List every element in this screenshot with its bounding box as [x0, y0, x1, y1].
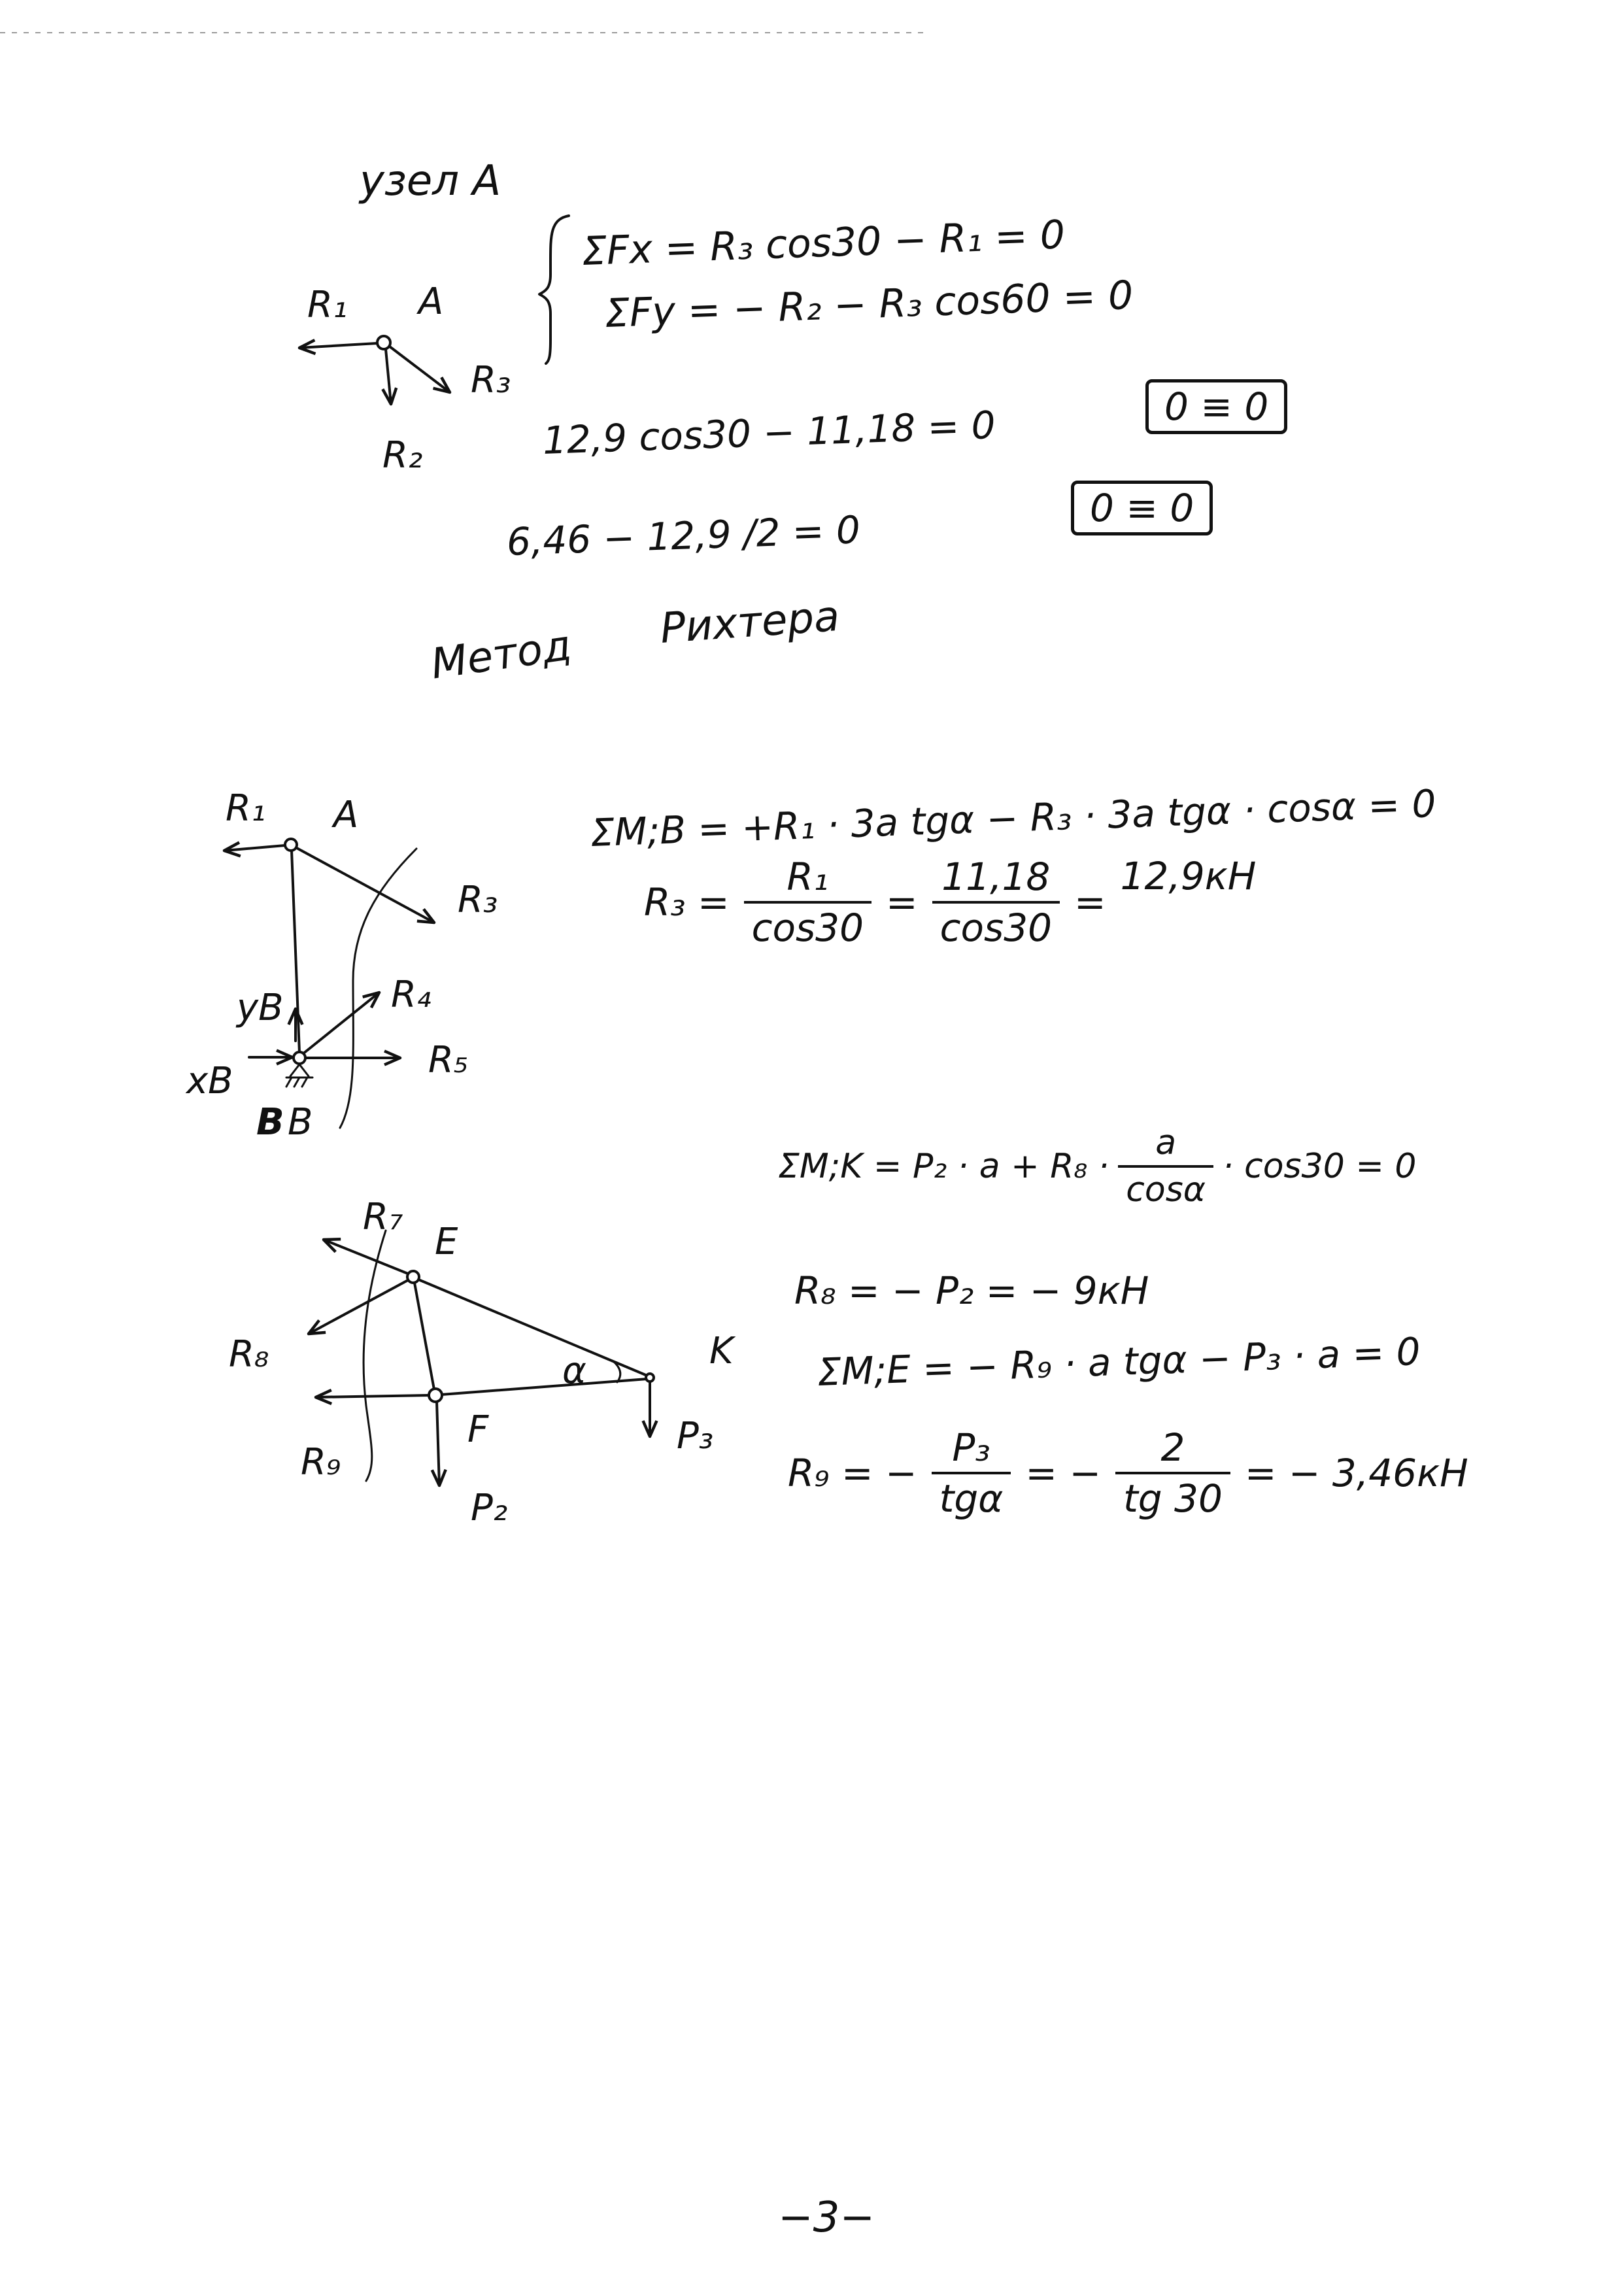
r1-force-arrow [299, 343, 377, 348]
r9-lhs: R₉ = − [788, 1451, 917, 1495]
r8-solution: R₈ = − P₂ = − 9кН [794, 1268, 1149, 1313]
r3-lhs: R₃ = [644, 880, 730, 925]
equation-sum-fy: ΣFy = − R₂ − R₃ cos60 = 0 [603, 272, 1134, 337]
fraction-2-over-tg30 [1115, 1425, 1230, 1521]
moment-equation-e: ΣM;E = − R₉ · a tgα − P₃ · a = 0 [816, 1329, 1421, 1395]
member-fk [441, 1379, 647, 1395]
r8-force-arrow [309, 1280, 408, 1334]
node-a-joint [285, 839, 297, 851]
fraction-numerator: a [1155, 1123, 1177, 1162]
label-yb: yB [237, 987, 284, 1029]
node-e-joint [407, 1271, 419, 1283]
label-a: A [418, 280, 444, 323]
p2-load-arrow [437, 1401, 439, 1485]
section-ab-diagram [185, 787, 498, 1144]
fraction-denominator: tgα [932, 1472, 1011, 1518]
r7-force-arrow [324, 1240, 408, 1274]
r2-force-arrow [386, 349, 391, 404]
equals-minus-sign: = − [1025, 1451, 1102, 1495]
label-p3: P₃ [677, 1415, 714, 1457]
label-r3: R₃ [471, 359, 511, 401]
node-a-diagram [299, 216, 569, 477]
label-alpha: α [562, 1349, 586, 1392]
node-f-joint [429, 1389, 442, 1402]
page-number: −3− [778, 2194, 875, 2242]
moment-k-rhs: · cos30 = 0 [1223, 1147, 1417, 1186]
section-k-diagram [229, 1196, 736, 1529]
label-r9: R₉ [301, 1441, 341, 1484]
node-a-joint [377, 336, 390, 349]
fraction-denominator: tg 30 [1115, 1472, 1230, 1518]
check-1-result-box: 0 ≡ 0 [1145, 379, 1287, 434]
fraction-denominator: cos30 [932, 901, 1060, 947]
method-title-word-1: Метод [428, 621, 575, 689]
fraction-a-over-cos-alpha [1118, 1123, 1213, 1210]
fraction-denominator: cosα [1118, 1165, 1213, 1207]
equation-sum-fx: ΣFx = R₃ cos30 − R₁ = 0 [581, 212, 1066, 275]
node-k-joint [646, 1374, 654, 1382]
member-ef [414, 1283, 434, 1389]
label-r4: R₄ [391, 974, 431, 1016]
fraction-numerator: 11,18 [941, 855, 1051, 899]
method-title-word-2: Рихтера [658, 592, 841, 653]
fraction-numerator: 2 [1160, 1425, 1185, 1470]
r3-force-arrow [390, 347, 450, 392]
label-xb: xB [186, 1060, 233, 1102]
moment-equation-k-row [778, 1123, 1417, 1210]
equals-sign: = [886, 880, 918, 925]
r1-force-arrow [224, 845, 285, 851]
check-1-expression: 12,9 cos30 − 11,18 = 0 [541, 402, 996, 463]
equals-sign: = [1074, 880, 1106, 925]
label-r8: R₈ [229, 1333, 269, 1376]
label-f: F [467, 1408, 489, 1451]
r9-solution-row [788, 1425, 1468, 1521]
moment-equation-b: ΣM;B = +R₁ · 3a tgα − R₃ · 3a tgα · cosα = 0 [589, 781, 1437, 855]
moment-k-lhs: ΣM;K = P₂ · a + R₈ · [778, 1147, 1109, 1186]
label-e: E [435, 1221, 458, 1263]
section-cut-line [364, 1230, 386, 1481]
label-p2: P₂ [471, 1487, 508, 1529]
r9-force-arrow [316, 1395, 429, 1397]
r3-result: 12,9кН [1120, 854, 1257, 898]
label-r5: R₅ [428, 1039, 469, 1081]
fraction-numerator: P₃ [952, 1425, 990, 1470]
label-k: K [709, 1330, 734, 1372]
label-r1: R₁ [307, 284, 348, 326]
node-b-joint [294, 1052, 305, 1064]
support-b [286, 1064, 313, 1087]
label-r7: R₇ [363, 1196, 403, 1238]
page-heading: узел А [360, 157, 501, 205]
r9-result: = − 3,46кН [1244, 1451, 1468, 1495]
label-a: A [333, 794, 359, 836]
r3-force-arrow [296, 847, 434, 923]
fraction-1118-over-cos30 [932, 855, 1060, 950]
r3-solution-row [644, 854, 1257, 950]
label-b: B [288, 1101, 313, 1144]
fraction-r1-over-cos30 [744, 855, 871, 950]
fraction-p3-over-tg-alpha [932, 1425, 1011, 1521]
system-brace [539, 216, 569, 364]
fraction-numerator: R₁ [787, 855, 829, 899]
check-2-expression: 6,46 − 12,9 /2 = 0 [505, 507, 861, 564]
fraction-denominator: cos30 [744, 901, 871, 947]
label-r3: R₃ [458, 879, 498, 921]
label-r2: R₂ [382, 434, 423, 477]
check-2-result-box: 0 ≡ 0 [1071, 481, 1213, 535]
label-b-struck: B [256, 1101, 284, 1144]
r4-force-arrow [303, 993, 379, 1054]
label-r1: R₁ [226, 787, 266, 830]
